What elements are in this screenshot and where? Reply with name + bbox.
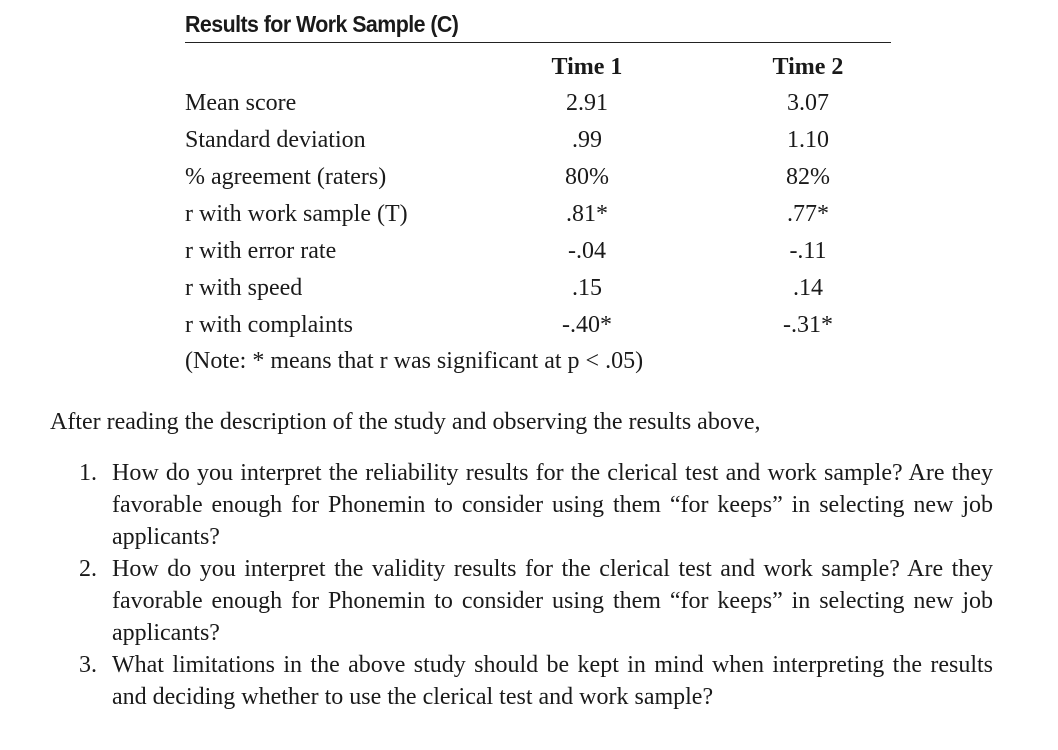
table-row — [185, 196, 891, 233]
table-row — [185, 233, 891, 270]
row-label: r with work sample (T) — [185, 201, 408, 227]
cell-time-1: .99 — [572, 127, 602, 153]
cell-time-1: .15 — [572, 275, 602, 301]
row-label: r with speed — [185, 275, 303, 301]
results-table — [185, 8, 891, 344]
row-label: r with complaints — [185, 312, 353, 338]
cell-time-2: -.31* — [783, 312, 833, 338]
cell-time-1: -.04 — [568, 238, 606, 264]
question-text: How do you interpret the reliability results for the clerical test and work sample? Are they favorable enough for Phonemin to consider using them “for keeps” in selecting new job applicants? — [112, 460, 993, 550]
table-title: Results for Work Sample (C) — [185, 11, 459, 37]
cell-time-2: 82% — [786, 164, 830, 190]
question-list — [79, 457, 993, 713]
cell-time-1: .81* — [566, 201, 608, 227]
question-number: 3. — [79, 652, 97, 678]
column-header-time-1: Time 1 — [551, 54, 623, 80]
question-item — [79, 553, 993, 649]
cell-time-2: 3.07 — [787, 90, 829, 116]
cell-time-2: .14 — [793, 275, 823, 301]
table-row — [185, 159, 891, 196]
table-title-rule — [185, 42, 891, 43]
table-row — [185, 270, 891, 307]
table-row — [185, 307, 891, 344]
row-label: % agreement (raters) — [185, 164, 387, 190]
table-note: (Note: * means that r was significant at p < .05) — [185, 348, 644, 374]
cell-time-1: 80% — [565, 164, 609, 190]
intro-paragraph: After reading the description of the study and observing the results above, — [50, 409, 761, 435]
table-header-row — [185, 50, 891, 85]
cell-time-2: .77* — [787, 201, 829, 227]
cell-time-2: -.11 — [789, 238, 827, 264]
question-text: What limitations in the above study should be kept in mind when interpreting the results and deciding whether to use the clerical test and work sample? — [112, 652, 993, 710]
cell-time-1: -.40* — [562, 312, 612, 338]
cell-time-2: 1.10 — [787, 127, 829, 153]
question-number: 1. — [79, 460, 97, 486]
row-label: r with error rate — [185, 238, 337, 264]
table-row — [185, 85, 891, 122]
row-label: Standard deviation — [185, 127, 366, 153]
question-number: 2. — [79, 556, 97, 582]
question-item — [79, 649, 993, 713]
column-header-time-2: Time 2 — [772, 54, 844, 80]
row-label: Mean score — [185, 90, 297, 116]
table-row — [185, 122, 891, 159]
question-text: How do you interpret the validity results for the clerical test and work sample? Are they favorable enough for Phonemin to consider using them “for keeps” in selecting new job applicants? — [112, 556, 993, 646]
question-item — [79, 457, 993, 553]
cell-time-1: 2.91 — [566, 90, 608, 116]
